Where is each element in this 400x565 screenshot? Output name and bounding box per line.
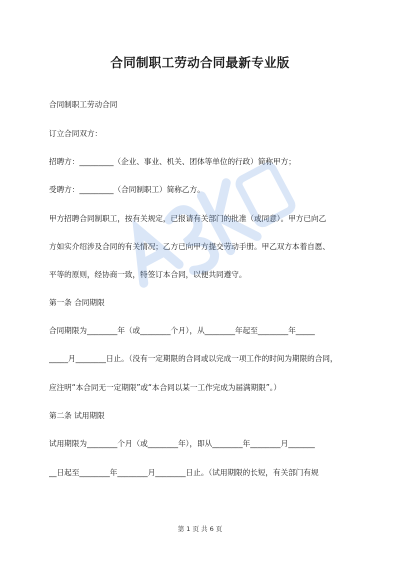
document-title: 合同制职工劳动合同最新专业版 — [110, 55, 290, 70]
article-1-heading: 第一条 合同期限 — [49, 298, 105, 307]
paragraph-line: 试用期限为________个月（或________年），即从________年________月_______ — [49, 439, 315, 448]
party-a-line: 招聘方：_________（企业、事业、机关、团体等单位的行政）简称甲方； — [49, 157, 296, 166]
paragraph-line: 应注明“本合同无一定期限”或“本合同以某一工作完成为届满期限”。） — [49, 383, 282, 392]
paragraph-line: 合同期限为________年（或________个月），从________年起至________年_____ — [49, 326, 315, 335]
paragraph-line: 平等的原则，经协商一致，特签订本合同，以便共同遵守。 — [49, 270, 247, 279]
paragraph-line: 甲方招聘合同制职工，按有关规定，已报请有关部门的批准（或同意）。甲方已向乙 — [49, 214, 327, 223]
paragraph-line: 方如实介绍涉及合同的有关情况；乙方已向甲方提交劳动手册。甲乙双方本着自愿、 — [49, 242, 330, 251]
parties-intro: 订立合同双方： — [49, 129, 103, 138]
article-2-heading: 第二条 试用期限 — [49, 411, 105, 420]
contract-name: 合同制职工劳动合同 — [49, 100, 118, 109]
party-b-line: 受聘方：_________（合同制职工）简称乙方。 — [49, 185, 205, 194]
paragraph-line: __日起至________年________月________日止。（试用期限的长短，有关部门有规 — [49, 468, 319, 477]
paragraph-line: _____月________日止。（没有一定期限的合同或以完成一项工作的时间为期限的合同， — [49, 354, 338, 363]
page-number: 第 1 页 共 6 页 — [177, 525, 223, 533]
